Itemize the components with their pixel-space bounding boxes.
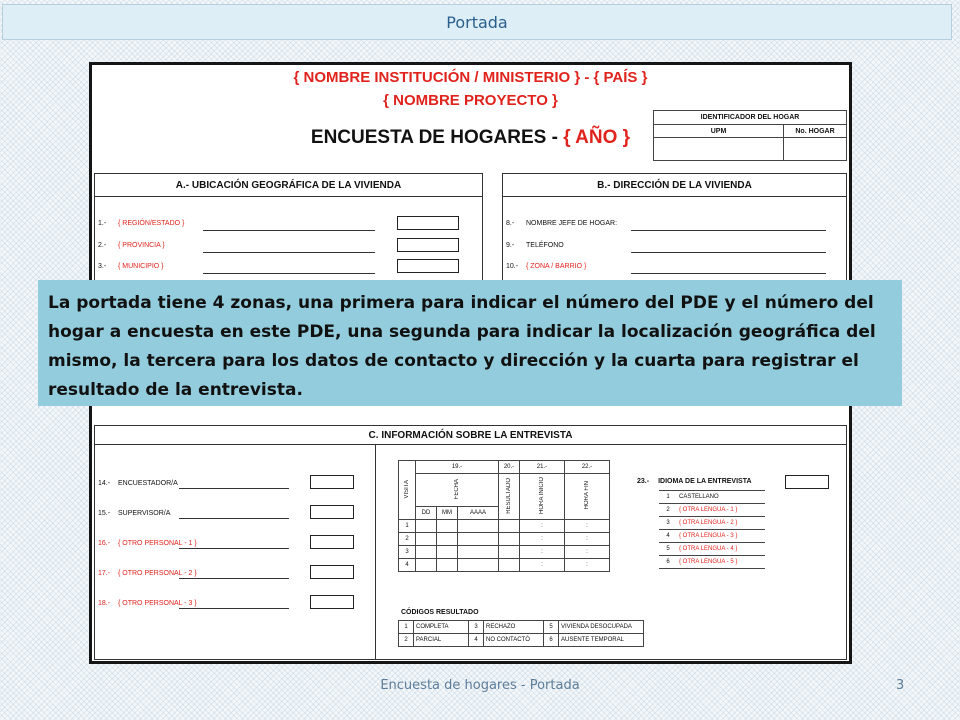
section-b-field-8 — [506, 215, 636, 231]
section-c-title: C. INFORMACIÓN SOBRE LA ENTREVISTA — [95, 426, 846, 445]
explanation-callout: La portada tiene 4 zonas, una primera para indicar el número del PDE y el número del hogar a encuesta en este PDE, una segunda para indicar la localización geográfica del mismo, la tercera para los datos de contacto y dirección y la cuarta para registrar el resultado de la entrevista. — [38, 280, 902, 406]
col-num-22: 22.- — [565, 461, 610, 474]
field-line[interactable] — [631, 273, 826, 274]
field-label: { PROVINCIA } — [118, 241, 165, 249]
list-item — [659, 530, 765, 543]
date-cell[interactable] — [437, 533, 458, 546]
field-line[interactable] — [179, 578, 289, 579]
date-cell[interactable] — [458, 559, 499, 572]
household-identifier-table — [653, 110, 847, 161]
identifier-col-hogar: No. HOGAR — [784, 125, 847, 138]
language-header — [637, 478, 752, 485]
identifier-title: IDENTIFICADOR DEL HOGAR — [654, 111, 847, 125]
mm-header: MM — [437, 507, 458, 520]
field-code-box[interactable] — [310, 475, 354, 489]
field-line[interactable] — [631, 252, 826, 253]
field-label: { OTRO PERSONAL - 2 } — [118, 569, 197, 577]
section-a-field-3 — [98, 258, 200, 274]
time-cell[interactable]: : — [565, 533, 610, 546]
field-number: 16.- — [98, 539, 111, 547]
code-label: COMPLETA — [414, 621, 469, 634]
time-cell[interactable]: : — [565, 520, 610, 533]
field-code-box[interactable] — [310, 535, 354, 549]
identifier-col-upm: UPM — [654, 125, 784, 138]
field-label: { OTRO PERSONAL - 3 } — [118, 599, 197, 607]
language-code: 6 — [659, 556, 677, 569]
language-label: { OTRA LENGUA - 2 } — [677, 517, 765, 530]
time-cell[interactable]: : — [520, 559, 565, 572]
language-code: 4 — [659, 530, 677, 543]
section-b-address — [502, 173, 847, 295]
list-item — [659, 517, 765, 530]
field-number: 3.- — [98, 262, 107, 270]
result-cell[interactable] — [499, 559, 520, 572]
field-number: 14.- — [98, 479, 111, 487]
table-row — [399, 520, 610, 533]
language-label: CASTELLANO — [677, 491, 765, 504]
language-code-box[interactable] — [785, 475, 829, 489]
code-label: PARCIAL — [414, 634, 469, 647]
field-label: { ZONA / BARRIO } — [526, 262, 587, 270]
visit-number: 4 — [399, 559, 416, 572]
list-item — [659, 504, 765, 517]
visit-number: 2 — [399, 533, 416, 546]
form-header-institution: { NOMBRE INSTITUCIÓN / MINISTERIO } - { PAÍS } — [293, 69, 648, 86]
field-label: { MUNICIPIO } — [118, 262, 164, 270]
date-cell[interactable] — [416, 520, 437, 533]
form-header-year: { AÑO } — [563, 127, 631, 148]
visit-number: 3 — [399, 546, 416, 559]
field-number: 1.- — [98, 219, 107, 227]
field-label: NOMBRE JEFE DE HOGAR: — [526, 219, 618, 227]
code-number: 6 — [544, 634, 559, 647]
section-a-field-1 — [98, 215, 200, 231]
field-number: 17.- — [98, 569, 111, 577]
field-label: { OTRO PERSONAL - 1 } — [118, 539, 197, 547]
hora-fin-header — [565, 474, 610, 520]
code-number: 2 — [399, 634, 414, 647]
result-cell[interactable] — [499, 533, 520, 546]
visits-table — [398, 460, 610, 572]
result-codes-title: CÓDIGOS RESULTADO — [401, 609, 479, 616]
field-line[interactable] — [179, 488, 289, 489]
form-header-title: ENCUESTA DE HOGARES - — [310, 127, 564, 148]
identifier-hogar-input[interactable] — [784, 138, 847, 161]
language-label: { OTRA LENGUA - 1 } — [677, 504, 765, 517]
language-number: 23.- — [637, 478, 650, 485]
visita-header — [399, 461, 416, 520]
language-code: 5 — [659, 543, 677, 556]
hora-inicio-header — [520, 474, 565, 520]
date-cell[interactable] — [458, 533, 499, 546]
date-cell[interactable] — [416, 546, 437, 559]
section-b-field-9 — [506, 237, 636, 253]
hora-inicio-label: HORA INICIO — [539, 476, 545, 514]
col-num-20: 20.- — [499, 461, 520, 474]
language-label: { OTRA LENGUA - 3 } — [677, 530, 765, 543]
time-cell[interactable]: : — [520, 546, 565, 559]
field-line[interactable] — [179, 608, 289, 609]
result-codes-table — [398, 620, 644, 647]
code-label: AUSENTE TEMPORAL — [559, 634, 644, 647]
list-item — [659, 491, 765, 504]
field-line[interactable] — [179, 548, 289, 549]
code-label: NO CONTACTÓ — [484, 634, 544, 647]
date-cell[interactable] — [437, 546, 458, 559]
field-code-box[interactable] — [397, 238, 459, 252]
field-code-box[interactable] — [310, 565, 354, 579]
resultado-label: RESULTADO — [506, 477, 512, 514]
result-cell[interactable] — [499, 546, 520, 559]
code-number: 1 — [399, 621, 414, 634]
code-label: VIVIENDA DESOCUPADA — [559, 621, 644, 634]
table-row — [399, 546, 610, 559]
fecha-header — [416, 474, 499, 507]
field-number: 10.- — [506, 262, 519, 270]
slide-title: Portada — [446, 12, 508, 32]
section-b-field-10 — [506, 258, 636, 274]
field-number: 8.- — [506, 219, 515, 227]
section-c-interview — [94, 425, 847, 660]
field-number: 18.- — [98, 599, 111, 607]
visit-number: 1 — [399, 520, 416, 533]
code-number: 5 — [544, 621, 559, 634]
language-code: 2 — [659, 504, 677, 517]
field-number: 2.- — [98, 241, 107, 249]
field-label: SUPERVISOR/A — [118, 509, 171, 517]
field-line[interactable] — [203, 252, 375, 253]
col-num-19: 19.- — [416, 461, 499, 474]
identifier-upm-input[interactable] — [654, 138, 784, 161]
table-row — [399, 621, 644, 634]
date-cell[interactable] — [458, 546, 499, 559]
section-c-divider — [375, 444, 376, 659]
field-code-box[interactable] — [310, 505, 354, 519]
field-line[interactable] — [203, 230, 375, 231]
field-number: 9.- — [506, 241, 515, 249]
hora-fin-label: HORA FIN — [584, 481, 590, 510]
code-number: 4 — [469, 634, 484, 647]
slide-title-bar — [2, 4, 952, 40]
field-label: TELÉFONO — [526, 241, 564, 249]
result-cell[interactable] — [499, 520, 520, 533]
form-header-project: { NOMBRE PROYECTO } — [383, 92, 558, 109]
date-cell[interactable] — [416, 559, 437, 572]
date-cell[interactable] — [458, 520, 499, 533]
time-cell[interactable]: : — [520, 533, 565, 546]
language-label: { OTRA LENGUA - 5 } — [677, 556, 765, 569]
table-row — [399, 533, 610, 546]
field-code-box[interactable] — [397, 259, 459, 273]
fecha-label: FECHA — [454, 478, 460, 500]
section-a-field-2 — [98, 237, 200, 253]
date-cell[interactable] — [437, 559, 458, 572]
field-line[interactable] — [203, 273, 375, 274]
section-b-title: B.- DIRECCIÓN DE LA VIVIENDA — [503, 174, 846, 197]
dd-header: DD — [416, 507, 437, 520]
table-row — [399, 559, 610, 572]
table-row — [399, 634, 644, 647]
field-label: ENCUESTADOR/A — [118, 479, 178, 487]
field-line[interactable] — [179, 518, 289, 519]
page-number: 3 — [896, 678, 905, 693]
time-cell[interactable]: : — [565, 559, 610, 572]
time-cell[interactable]: : — [565, 546, 610, 559]
list-item — [659, 543, 765, 556]
language-code: 1 — [659, 491, 677, 504]
time-cell[interactable]: : — [520, 520, 565, 533]
language-title: IDIOMA DE LA ENTREVISTA — [658, 478, 752, 485]
language-label: { OTRA LENGUA - 4 } — [677, 543, 765, 556]
section-a-location — [94, 173, 483, 295]
col-num-21: 21.- — [520, 461, 565, 474]
language-options-table — [659, 490, 765, 569]
language-code: 3 — [659, 517, 677, 530]
slide-footer: Encuesta de hogares - Portada — [380, 678, 580, 693]
section-a-title: A.- UBICACIÓN GEOGRÁFICA DE LA VIVIENDA — [95, 174, 482, 197]
field-line[interactable] — [631, 230, 826, 231]
date-cell[interactable] — [437, 520, 458, 533]
resultado-header — [499, 474, 520, 520]
code-label: RECHAZO — [484, 621, 544, 634]
field-number: 15.- — [98, 509, 111, 517]
aaaa-header: AAAA — [458, 507, 499, 520]
code-number: 3 — [469, 621, 484, 634]
field-code-box[interactable] — [397, 216, 459, 230]
field-code-box[interactable] — [310, 595, 354, 609]
field-label: { REGIÓN/ESTADO } — [118, 219, 185, 227]
visita-label: VISITA — [404, 479, 410, 499]
date-cell[interactable] — [416, 533, 437, 546]
list-item — [659, 556, 765, 569]
